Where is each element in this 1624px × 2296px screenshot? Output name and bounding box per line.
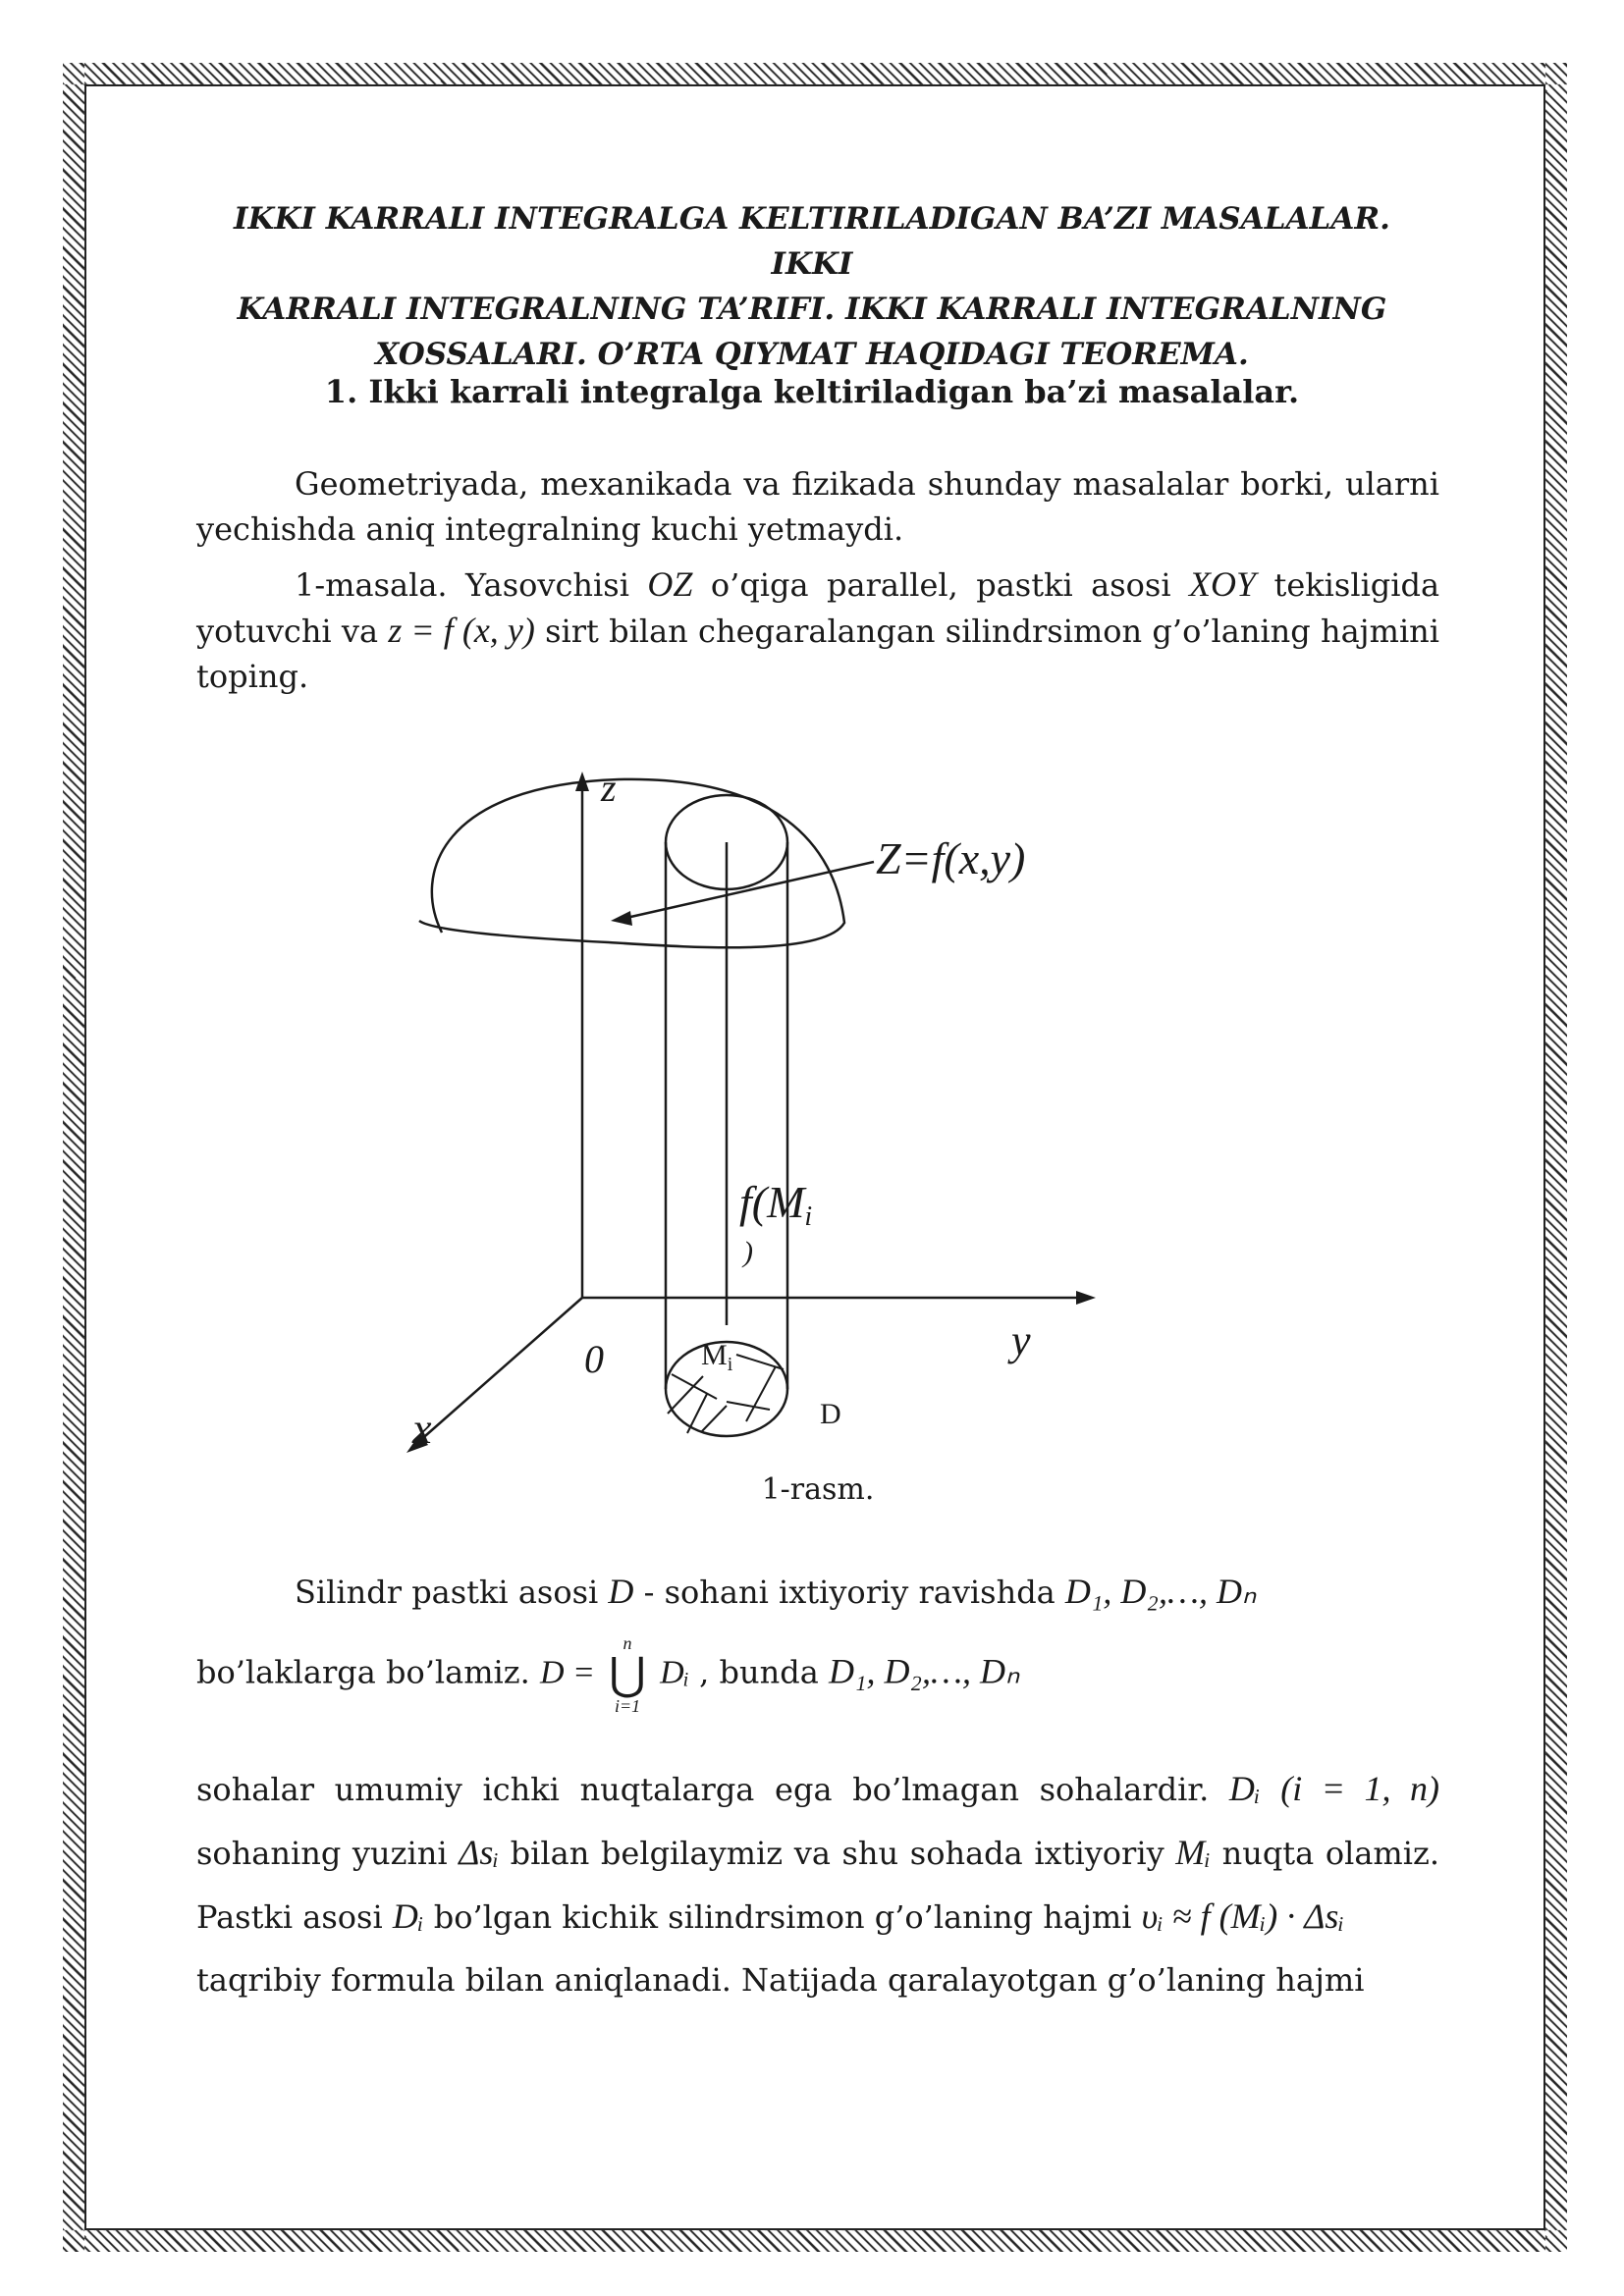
union-upper-limit: n: [623, 1633, 632, 1653]
cylinder-figure: [373, 766, 1159, 1512]
definition-paragraph: [196, 1757, 1439, 2011]
subregion-list: D₁, D₂,…, Dₙ: [828, 1651, 1020, 1691]
title-line: KARRALI INTEGRALNING TA’RIFI. IKKI KARRALI INTEGRALNING: [237, 292, 1387, 327]
area-symbol: Δsᵢ: [459, 1833, 500, 1872]
index-range: (i = 1, n): [1280, 1769, 1439, 1808]
definition-text: bilan belgilaymiz va shu sohada ixtiyoriy: [510, 1835, 1164, 1872]
problem-text: o’qiga parallel, pastki asosi: [710, 566, 1171, 604]
xoy-plane-symbol: XOY: [1189, 564, 1257, 604]
problem-text: 1-masala. Yasovchisi: [295, 566, 629, 604]
title-line: XOSSALARI. O’RTA QIYMAT HAQIDAGI TEOREMA.: [375, 337, 1249, 372]
title-line: IKKI KARRALI INTEGRALGA KELTIRILADIGAN BA’ZI MASALALAR. IKKI: [234, 201, 1390, 282]
volume-formula: υᵢ ≈ f (Mᵢ) · Δsᵢ: [1141, 1896, 1345, 1936]
partition-paragraph: [196, 1569, 1439, 1615]
definition-text: sohalar umumiy ichki nuqtalarga ega bo’lmagan sohalardir.: [196, 1771, 1210, 1808]
union-operator: [609, 1634, 646, 1715]
union-term: Dᵢ: [660, 1654, 689, 1691]
height-label: f(Mi: [739, 1177, 813, 1232]
surface-pointer-arrow: [611, 911, 632, 926]
point-symbol: Mᵢ: [1175, 1833, 1211, 1872]
subregion-symbol: Dᵢ: [1228, 1769, 1261, 1808]
partition-text: bo’laklarga bo’lamiz.: [196, 1653, 530, 1691]
x-axis-line: [417, 1298, 582, 1443]
origin-label: 0: [584, 1337, 604, 1381]
union-symbol: ⋃: [609, 1649, 646, 1699]
z-axis-label: z: [601, 766, 617, 810]
subregion-list: D₁, D₂,…, Dₙ: [1064, 1572, 1257, 1611]
region-label: D: [820, 1398, 841, 1430]
problem-text: tekisligida yotuvchi va: [196, 566, 1440, 650]
subregion-symbol: Dᵢ: [392, 1896, 424, 1936]
figure-caption: 1-rasm.: [761, 1472, 875, 1507]
section-heading: 1. Ikki karrali integralga keltiriladigan ba’zi masalalar.: [324, 373, 1300, 410]
point-label: $M_i$: [701, 1339, 733, 1375]
union-lhs: D =: [539, 1654, 595, 1691]
definition-text: taqribiy formula bilan aniqlanadi. Natijada qaralayotgan g’o’laning hajmi: [196, 1961, 1365, 1999]
problem-text: sirt bilan chegaralangan silindrsimon g’o’laning hajmini toping.: [196, 613, 1440, 695]
surface-formula: z = f (x, y): [388, 611, 535, 650]
definition-text: bo’lgan kichik silindrsimon g’o’laning hajmi: [433, 1898, 1132, 1936]
height-label-close: ): [743, 1236, 753, 1268]
partition-text: - sohani ixtiyoriy ravishda: [643, 1574, 1056, 1611]
definition-text: nuqta olamiz. Pastki asosi: [196, 1835, 1440, 1936]
surface-label: Z=f(x,y): [876, 833, 1026, 883]
region-symbol: D: [608, 1572, 634, 1611]
definition-text: sohaning yuzini: [196, 1835, 448, 1872]
union-lower-limit: i=1: [614, 1696, 641, 1716]
problem-paragraph: [196, 561, 1439, 699]
oz-axis-symbol: OZ: [647, 564, 693, 604]
y-axis-arrow: [1076, 1291, 1096, 1305]
y-axis-label: y: [1011, 1316, 1031, 1364]
partition-text: , bunda: [699, 1653, 819, 1691]
intro-paragraph: Geometriyada, mexanikada va fizikada shunday masalalar borki, ularni yechishda aniq integralning kuchi yetmaydi.: [196, 465, 1439, 548]
partition-text: Silindr pastki asosi: [295, 1574, 599, 1611]
document-title: [196, 196, 1428, 377]
x-axis-label: x: [412, 1405, 432, 1453]
union-paragraph: [196, 1634, 1439, 1715]
